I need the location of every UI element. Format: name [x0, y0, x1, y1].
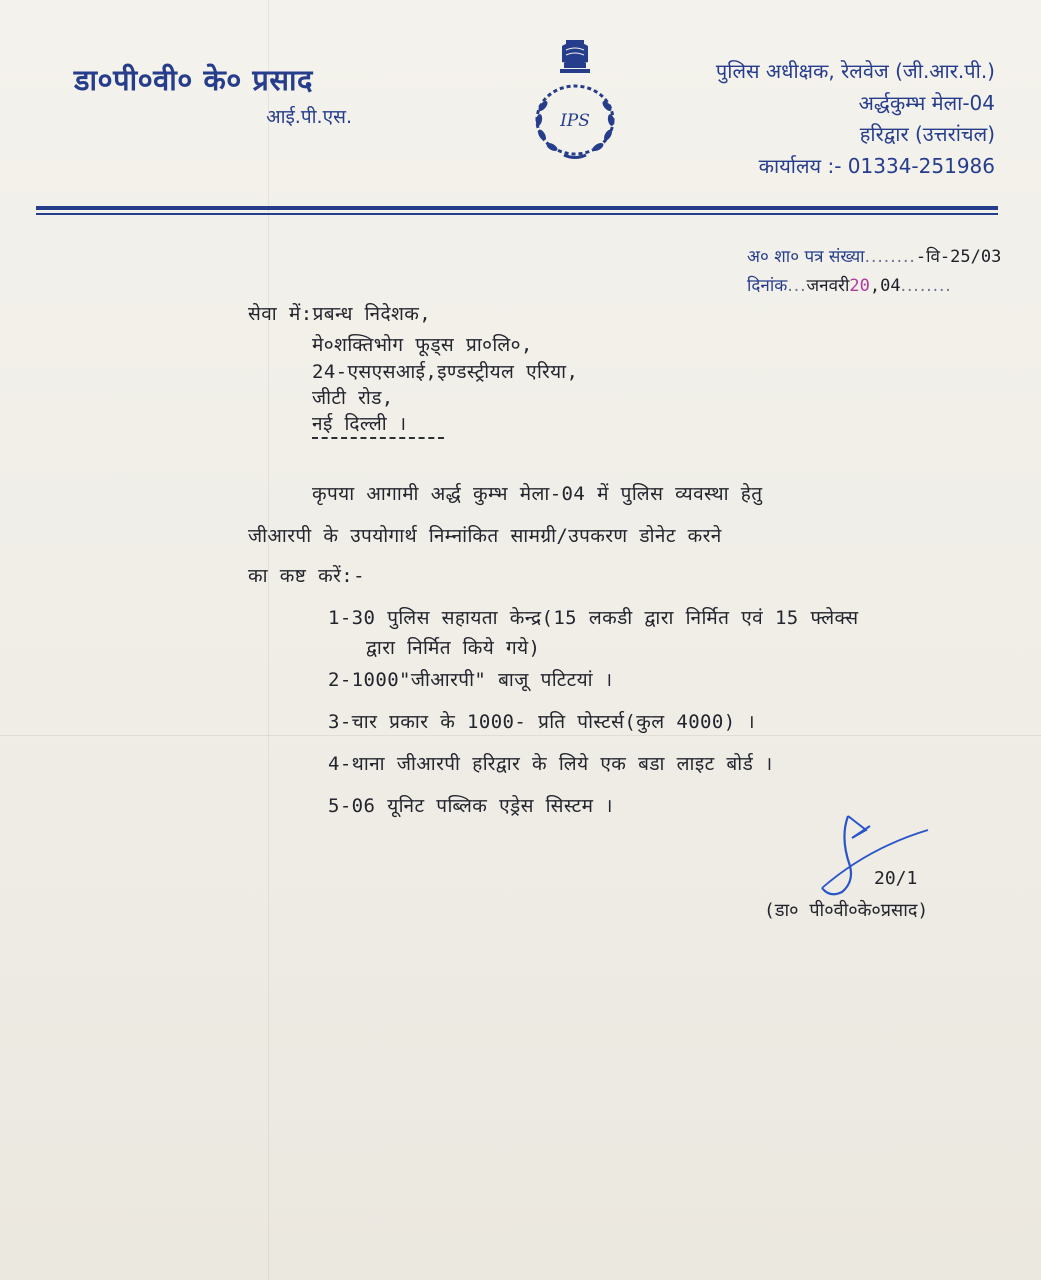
body-line-2: जीआरपी के उपयोगार्थ निम्नांकित सामग्री/उपकरण डोनेट करने	[248, 525, 722, 547]
signature-icon	[808, 808, 948, 900]
letterhead-place: हरिद्वार (उत्तरांचल)	[859, 122, 995, 146]
letter-number-value: -वि-25/03	[915, 247, 1002, 267]
signatory-name: (डा० पी०वी०के०प्रसाद)	[764, 900, 929, 921]
letter-number-row	[747, 243, 1017, 272]
ips-emblem-icon	[526, 36, 624, 160]
list-item: 1-30 पुलिस सहायता केन्द्र(15 लकडी द्वारा निर्मित एवं 15 फ्लेक्स	[328, 607, 859, 629]
body-line-1: कृपया आगामी अर्द्ध कुम्भ मेला-04 में पुलिस व्यवस्था हेतु	[312, 483, 763, 505]
address-underline	[312, 437, 444, 439]
address-street: 24-एसएसआई,इण्डस्ट्रीयल एरिया,	[312, 361, 579, 383]
paper-fold-horizontal	[0, 735, 1041, 736]
date-dots-pre: ...	[787, 276, 807, 296]
letterhead-degree: आई.पी.एस.	[266, 106, 352, 128]
list-item: 2-1000"जीआरपी" बाजू पटिटयां ।	[328, 669, 613, 691]
address-salutation: सेवा में:	[248, 303, 313, 325]
letterhead-rule-thick	[36, 206, 998, 210]
letterhead-office-phone: कार्यालय :- 01334-251986	[758, 153, 995, 178]
date-dots-post: ........	[900, 276, 952, 296]
list-item-continuation: द्वारा निर्मित किये गये)	[366, 637, 541, 659]
date-year: ,04	[869, 276, 901, 296]
address-company: मे०शक्तिभोग फूड्स प्रा०लि०,	[312, 334, 533, 356]
list-item: 4-थाना जीआरपी हरिद्वार के लिये एक बडा लाइट बोर्ड ।	[328, 753, 773, 775]
address-city: नई दिल्ली ।	[312, 413, 407, 435]
letterhead-right-block	[716, 56, 995, 182]
letterhead-designation: पुलिस अधीक्षक, रेलवेज (जी.आर.पी.)	[715, 59, 995, 83]
date-label: दिनांक	[747, 276, 788, 296]
letter-number-label: अ० शा० पत्र संख्या	[747, 247, 865, 267]
list-item: 3-चार प्रकार के 1000- प्रति पोस्टर्स(कुल 4000) ।	[328, 711, 755, 733]
reference-block	[747, 243, 1017, 301]
letterhead-name: डा०पी०वी० के० प्रसाद	[74, 63, 313, 97]
address-salutation-line	[248, 300, 431, 326]
address-road: जीटी रोड,	[312, 387, 394, 409]
date-day: 20	[849, 276, 870, 296]
letterhead-rule-thin	[36, 213, 998, 215]
list-item: 5-06 यूनिट पब्लिक एड्रेस सिस्टम ।	[328, 795, 613, 817]
signature-date: 20/1	[874, 868, 918, 889]
date-row	[747, 272, 1017, 301]
paper-fold-vertical	[268, 0, 269, 1280]
address-recipient-title: प्रबन्ध निदेशक,	[312, 303, 432, 325]
emblem-ips-text: IPS	[560, 111, 590, 131]
body-line-3: का कष्ट करें:-	[248, 565, 365, 587]
date-month: जनवरी	[806, 276, 850, 296]
letter-number-dots: ........	[864, 247, 916, 267]
letterhead-event: अर्द्धकुम्भ मेला-04	[858, 90, 995, 115]
